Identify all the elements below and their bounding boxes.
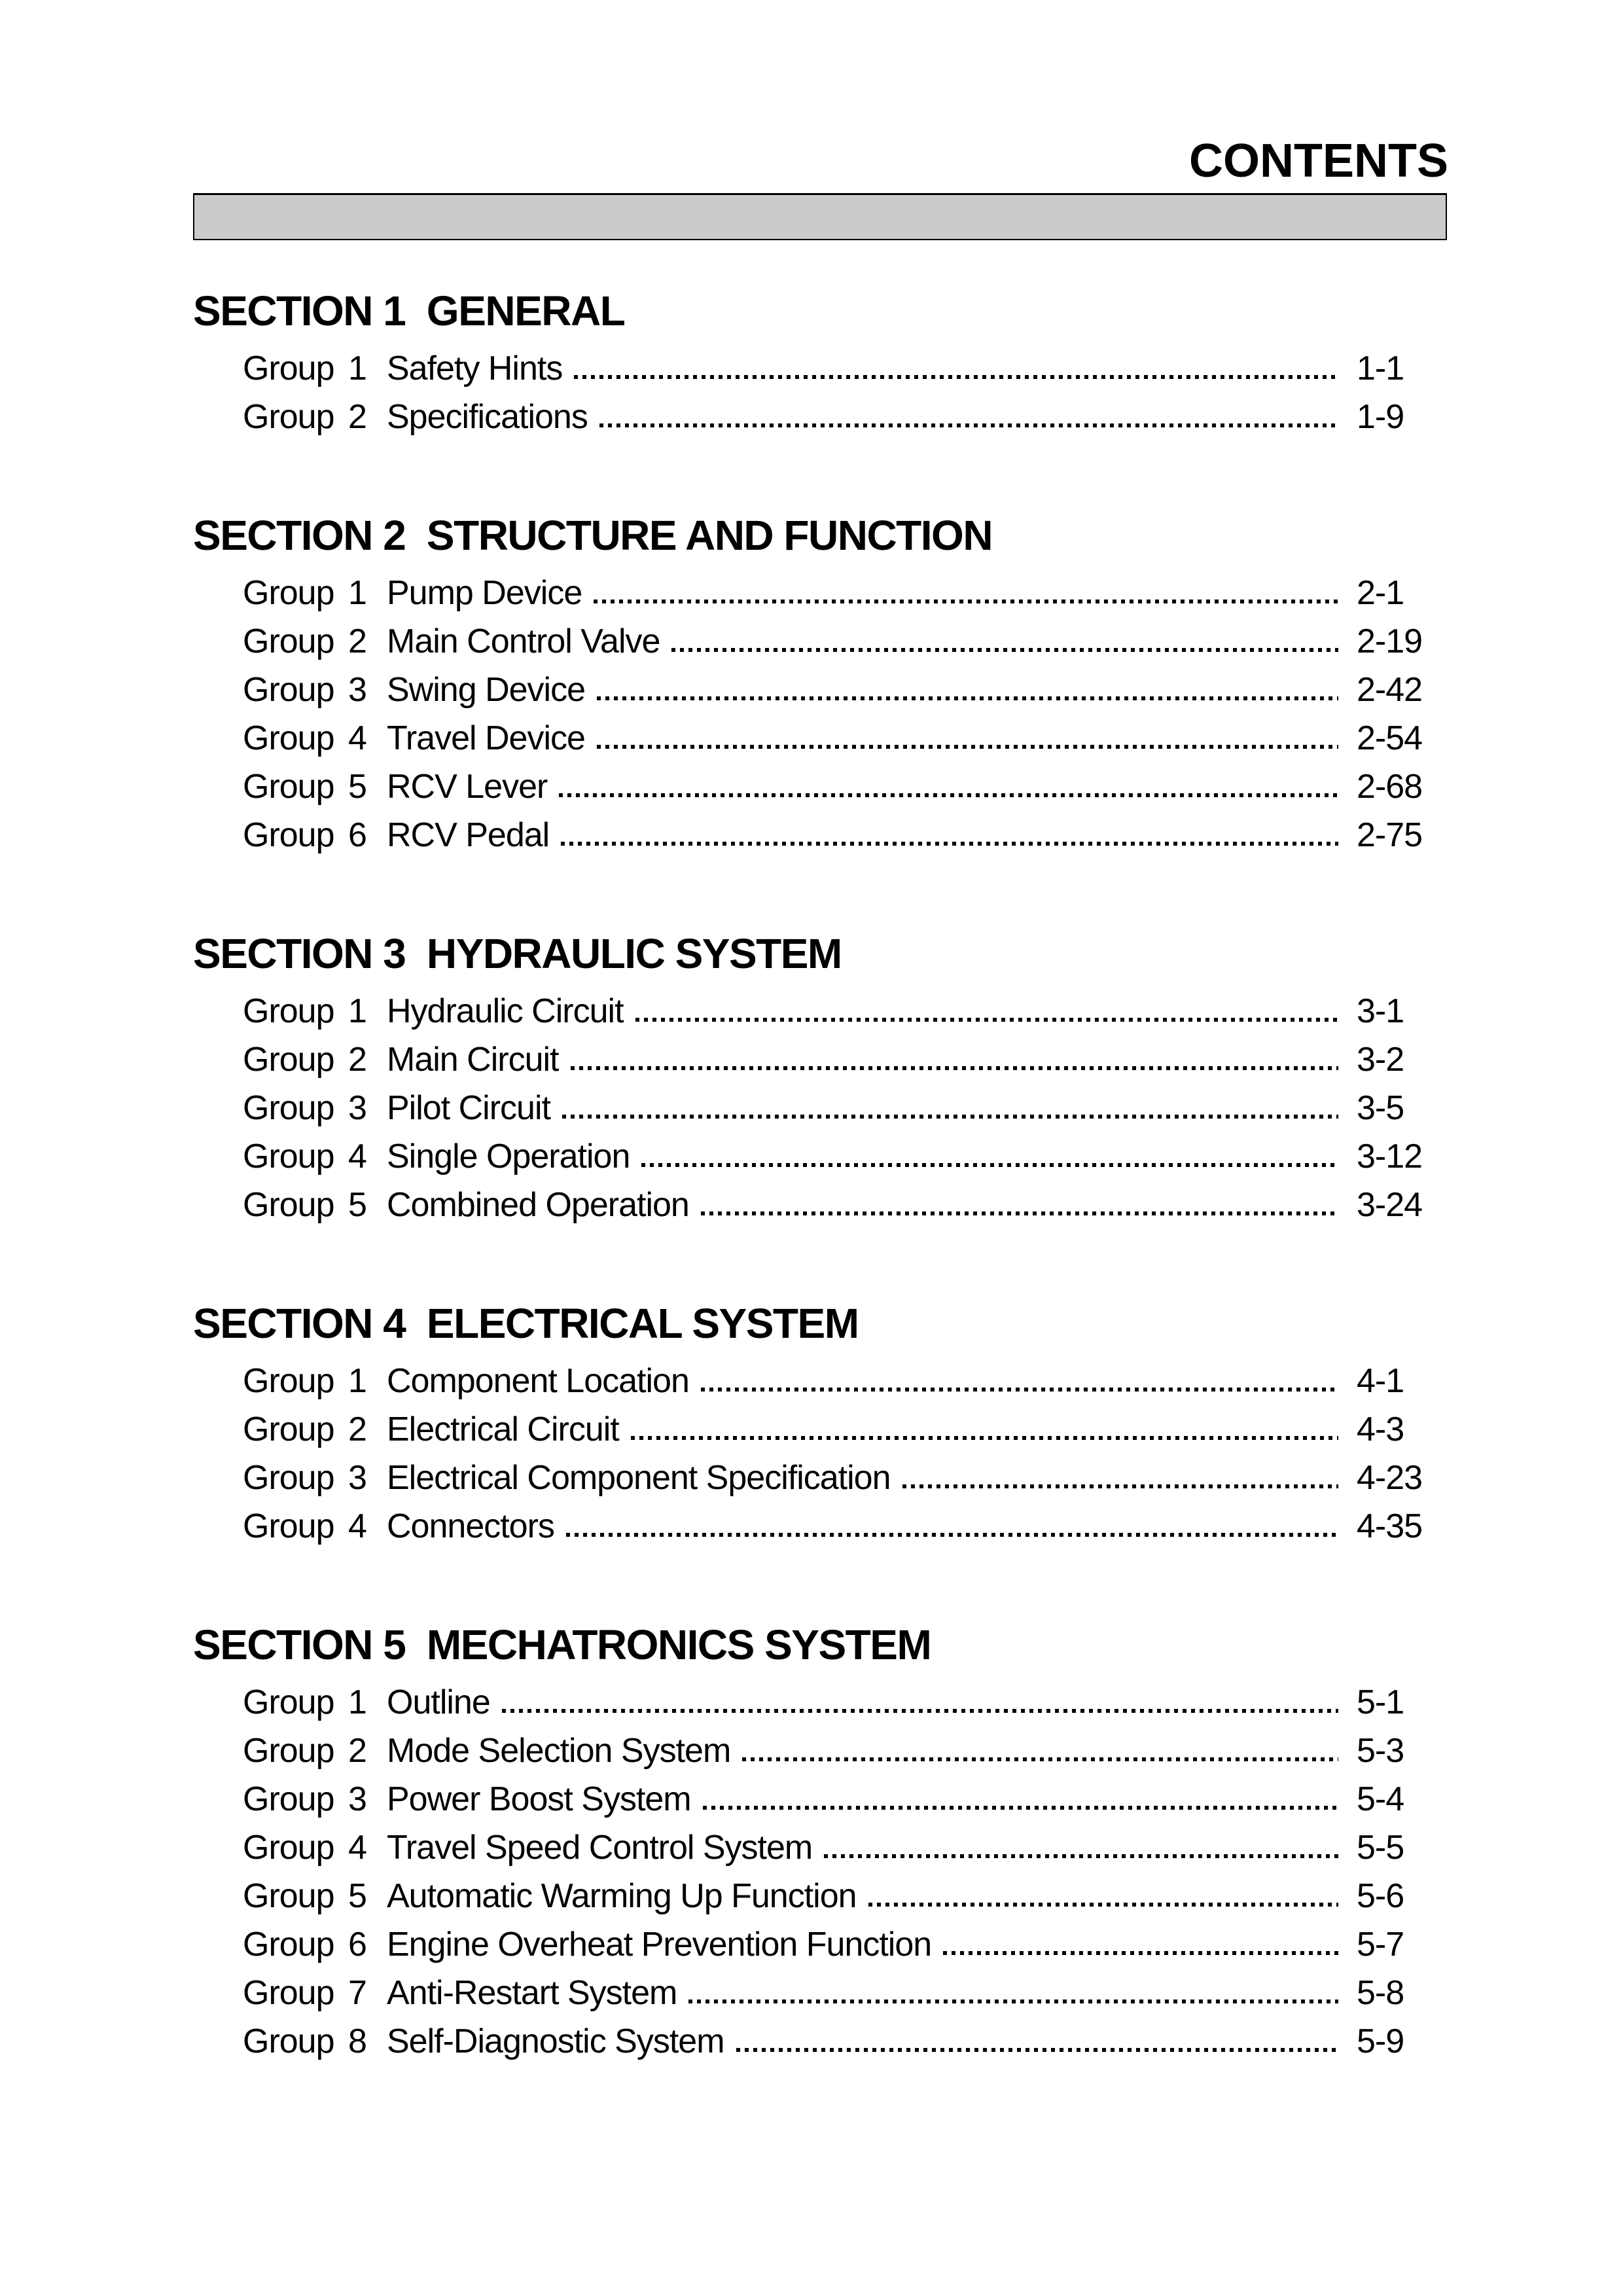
group-number: 5 — [348, 768, 366, 806]
page-number: 3-5 — [1357, 1089, 1404, 1127]
group-number: 2 — [348, 1732, 366, 1770]
group-title: Automatic Warming Up Function — [387, 1877, 857, 1915]
toc-entry — [193, 1775, 1447, 1823]
page-number: 4-23 — [1357, 1459, 1423, 1497]
group-number: 1 — [348, 574, 366, 612]
page-number: 4-1 — [1357, 1362, 1404, 1400]
group-list — [193, 569, 1447, 859]
toc-entry — [193, 393, 1447, 441]
group-label: Group — [243, 1829, 334, 1867]
toc-entry — [193, 1405, 1447, 1454]
page-number: 5-7 — [1357, 1926, 1404, 1964]
group-title: Engine Overheat Prevention Function — [387, 1926, 932, 1964]
title-underline-bar — [193, 193, 1447, 240]
page-number: 1-9 — [1357, 398, 1404, 436]
group-title: RCV Pedal — [387, 816, 550, 854]
group-number: 2 — [348, 622, 366, 660]
group-label: Group — [243, 350, 334, 387]
toc-entry — [193, 1678, 1447, 1727]
toc-entry — [193, 1181, 1447, 1229]
page-number: 2-42 — [1357, 671, 1423, 709]
group-title: Travel Speed Control System — [387, 1829, 813, 1867]
group-number: 7 — [348, 1974, 366, 2012]
page-number: 3-12 — [1357, 1138, 1423, 1175]
group-label: Group — [243, 1186, 334, 1224]
group-label: Group — [243, 992, 334, 1030]
page-number: 2-1 — [1357, 574, 1404, 612]
dotted-leader — [902, 1484, 1338, 1488]
section-heading: SECTION 2 STRUCTURE AND FUNCTION — [193, 512, 993, 559]
group-number: 1 — [348, 992, 366, 1030]
group-number: 5 — [348, 1877, 366, 1915]
dotted-leader — [824, 1854, 1338, 1858]
toc-section — [193, 1621, 1447, 2066]
page-number: 3-24 — [1357, 1186, 1423, 1224]
toc-entry — [193, 569, 1447, 617]
group-label: Group — [243, 2022, 334, 2060]
group-title: Hydraulic Circuit — [387, 992, 624, 1030]
section-heading: SECTION 4 ELECTRICAL SYSTEM — [193, 1300, 859, 1347]
group-title: Anti-Restart System — [387, 1974, 677, 2012]
dotted-leader — [701, 1211, 1338, 1215]
toc-entry — [193, 1357, 1447, 1405]
group-label: Group — [243, 1926, 334, 1964]
page-number: 5-6 — [1357, 1877, 1404, 1915]
page-number: 2-19 — [1357, 622, 1423, 660]
dotted-leader — [599, 423, 1338, 427]
group-label: Group — [243, 1507, 334, 1545]
dotted-leader — [561, 842, 1338, 846]
group-label: Group — [243, 1410, 334, 1448]
toc-entry — [193, 1727, 1447, 1775]
page-number: 5-1 — [1357, 1683, 1404, 1721]
group-number: 1 — [348, 1362, 366, 1400]
group-title: Combined Operation — [387, 1186, 689, 1224]
toc-entry — [193, 762, 1447, 811]
group-number: 1 — [348, 350, 366, 387]
dotted-leader — [574, 375, 1338, 379]
group-number: 4 — [348, 1138, 366, 1175]
toc-entry — [193, 1454, 1447, 1502]
dotted-leader — [736, 2048, 1338, 2052]
group-label: Group — [243, 671, 334, 709]
page-number: 3-2 — [1357, 1041, 1404, 1079]
toc-entry — [193, 1035, 1447, 1084]
toc-section — [193, 514, 1447, 859]
page-number: 5-5 — [1357, 1829, 1404, 1867]
toc-entry — [193, 1920, 1447, 1969]
group-label: Group — [243, 1732, 334, 1770]
group-title: Single Operation — [387, 1138, 630, 1175]
toc-entry — [193, 666, 1447, 714]
group-label: Group — [243, 1041, 334, 1079]
group-title: Component Location — [387, 1362, 689, 1400]
group-title: Specifications — [387, 398, 588, 436]
dotted-leader — [597, 745, 1338, 749]
page-title: CONTENTS — [1189, 135, 1448, 187]
section-heading: SECTION 5 MECHATRONICS SYSTEM — [193, 1621, 931, 1668]
group-number: 3 — [348, 1089, 366, 1127]
group-number: 4 — [348, 719, 366, 757]
section-heading: SECTION 3 HYDRAULIC SYSTEM — [193, 930, 842, 977]
group-title: Self-Diagnostic System — [387, 2022, 724, 2060]
group-list — [193, 1357, 1447, 1551]
page-number: 5-3 — [1357, 1732, 1404, 1770]
toc-entry — [193, 2017, 1447, 2066]
toc-section — [193, 1302, 1447, 1551]
group-title: Outline — [387, 1683, 490, 1721]
page-number: 2-75 — [1357, 816, 1423, 854]
section-heading: SECTION 1 GENERAL — [193, 287, 625, 334]
group-number: 6 — [348, 816, 366, 854]
dotted-leader — [641, 1163, 1338, 1167]
dotted-leader — [631, 1436, 1338, 1440]
group-number: 3 — [348, 1780, 366, 1818]
group-title: Electrical Circuit — [387, 1410, 619, 1448]
group-list — [193, 1678, 1447, 2066]
group-label: Group — [243, 398, 334, 436]
group-label: Group — [243, 719, 334, 757]
group-label: Group — [243, 768, 334, 806]
toc-section — [193, 287, 1447, 441]
group-title: Pump Device — [387, 574, 582, 612]
group-title: Electrical Component Specification — [387, 1459, 891, 1497]
group-title: Pilot Circuit — [387, 1089, 550, 1127]
toc-entry — [193, 1823, 1447, 1872]
group-label: Group — [243, 1138, 334, 1175]
group-list — [193, 987, 1447, 1229]
group-number: 3 — [348, 1459, 366, 1497]
dotted-leader — [502, 1709, 1338, 1713]
page-number: 4-3 — [1357, 1410, 1404, 1448]
group-number: 1 — [348, 1683, 366, 1721]
dotted-leader — [671, 648, 1338, 652]
page-number: 5-8 — [1357, 1974, 1404, 2012]
group-number: 4 — [348, 1829, 366, 1867]
group-title: Safety Hints — [387, 350, 563, 387]
dotted-leader — [701, 1388, 1338, 1391]
group-label: Group — [243, 1459, 334, 1497]
group-label: Group — [243, 1683, 334, 1721]
dotted-leader — [566, 1533, 1338, 1537]
dotted-leader — [742, 1757, 1338, 1761]
group-label: Group — [243, 1974, 334, 2012]
group-label: Group — [243, 1877, 334, 1915]
page-number: 3-1 — [1357, 992, 1404, 1030]
page-number: 5-9 — [1357, 2022, 1404, 2060]
group-number: 3 — [348, 671, 366, 709]
group-title: Main Control Valve — [387, 622, 660, 660]
group-label: Group — [243, 1089, 334, 1127]
group-label: Group — [243, 816, 334, 854]
toc-entry — [193, 714, 1447, 762]
group-title: Travel Device — [387, 719, 585, 757]
dotted-leader — [597, 696, 1338, 700]
page-number: 2-68 — [1357, 768, 1423, 806]
toc-entry — [193, 987, 1447, 1035]
page-number: 5-4 — [1357, 1780, 1404, 1818]
page-number: 4-35 — [1357, 1507, 1423, 1545]
toc-entry — [193, 1084, 1447, 1132]
group-list — [193, 344, 1447, 441]
group-label: Group — [243, 574, 334, 612]
group-title: RCV Lever — [387, 768, 548, 806]
dotted-leader — [943, 1951, 1338, 1955]
dotted-leader — [562, 1115, 1338, 1119]
toc-entry — [193, 1872, 1447, 1920]
dotted-leader — [559, 793, 1338, 797]
group-title: Power Boost System — [387, 1780, 691, 1818]
toc — [193, 287, 1447, 2066]
group-number: 2 — [348, 398, 366, 436]
group-number: 6 — [348, 1926, 366, 1964]
group-number: 8 — [348, 2022, 366, 2060]
dotted-leader — [571, 1066, 1339, 1070]
group-title: Mode Selection System — [387, 1732, 731, 1770]
group-number: 5 — [348, 1186, 366, 1224]
group-label: Group — [243, 622, 334, 660]
group-label: Group — [243, 1362, 334, 1400]
group-title: Swing Device — [387, 671, 586, 709]
group-number: 2 — [348, 1410, 366, 1448]
toc-entry — [193, 1502, 1447, 1551]
group-title: Main Circuit — [387, 1041, 559, 1079]
toc-entry — [193, 344, 1447, 393]
dotted-leader — [594, 600, 1338, 603]
toc-section — [193, 930, 1447, 1229]
group-label: Group — [243, 1780, 334, 1818]
group-number: 2 — [348, 1041, 366, 1079]
toc-entry — [193, 1969, 1447, 2017]
toc-entry — [193, 1132, 1447, 1181]
dotted-leader — [688, 2000, 1338, 2003]
dotted-leader — [703, 1806, 1338, 1810]
dotted-leader — [868, 1903, 1338, 1907]
page-number: 1-1 — [1357, 350, 1404, 387]
toc-entry — [193, 811, 1447, 859]
group-title: Connectors — [387, 1507, 554, 1545]
group-number: 4 — [348, 1507, 366, 1545]
page-number: 2-54 — [1357, 719, 1423, 757]
dotted-leader — [635, 1018, 1338, 1022]
toc-entry — [193, 617, 1447, 666]
